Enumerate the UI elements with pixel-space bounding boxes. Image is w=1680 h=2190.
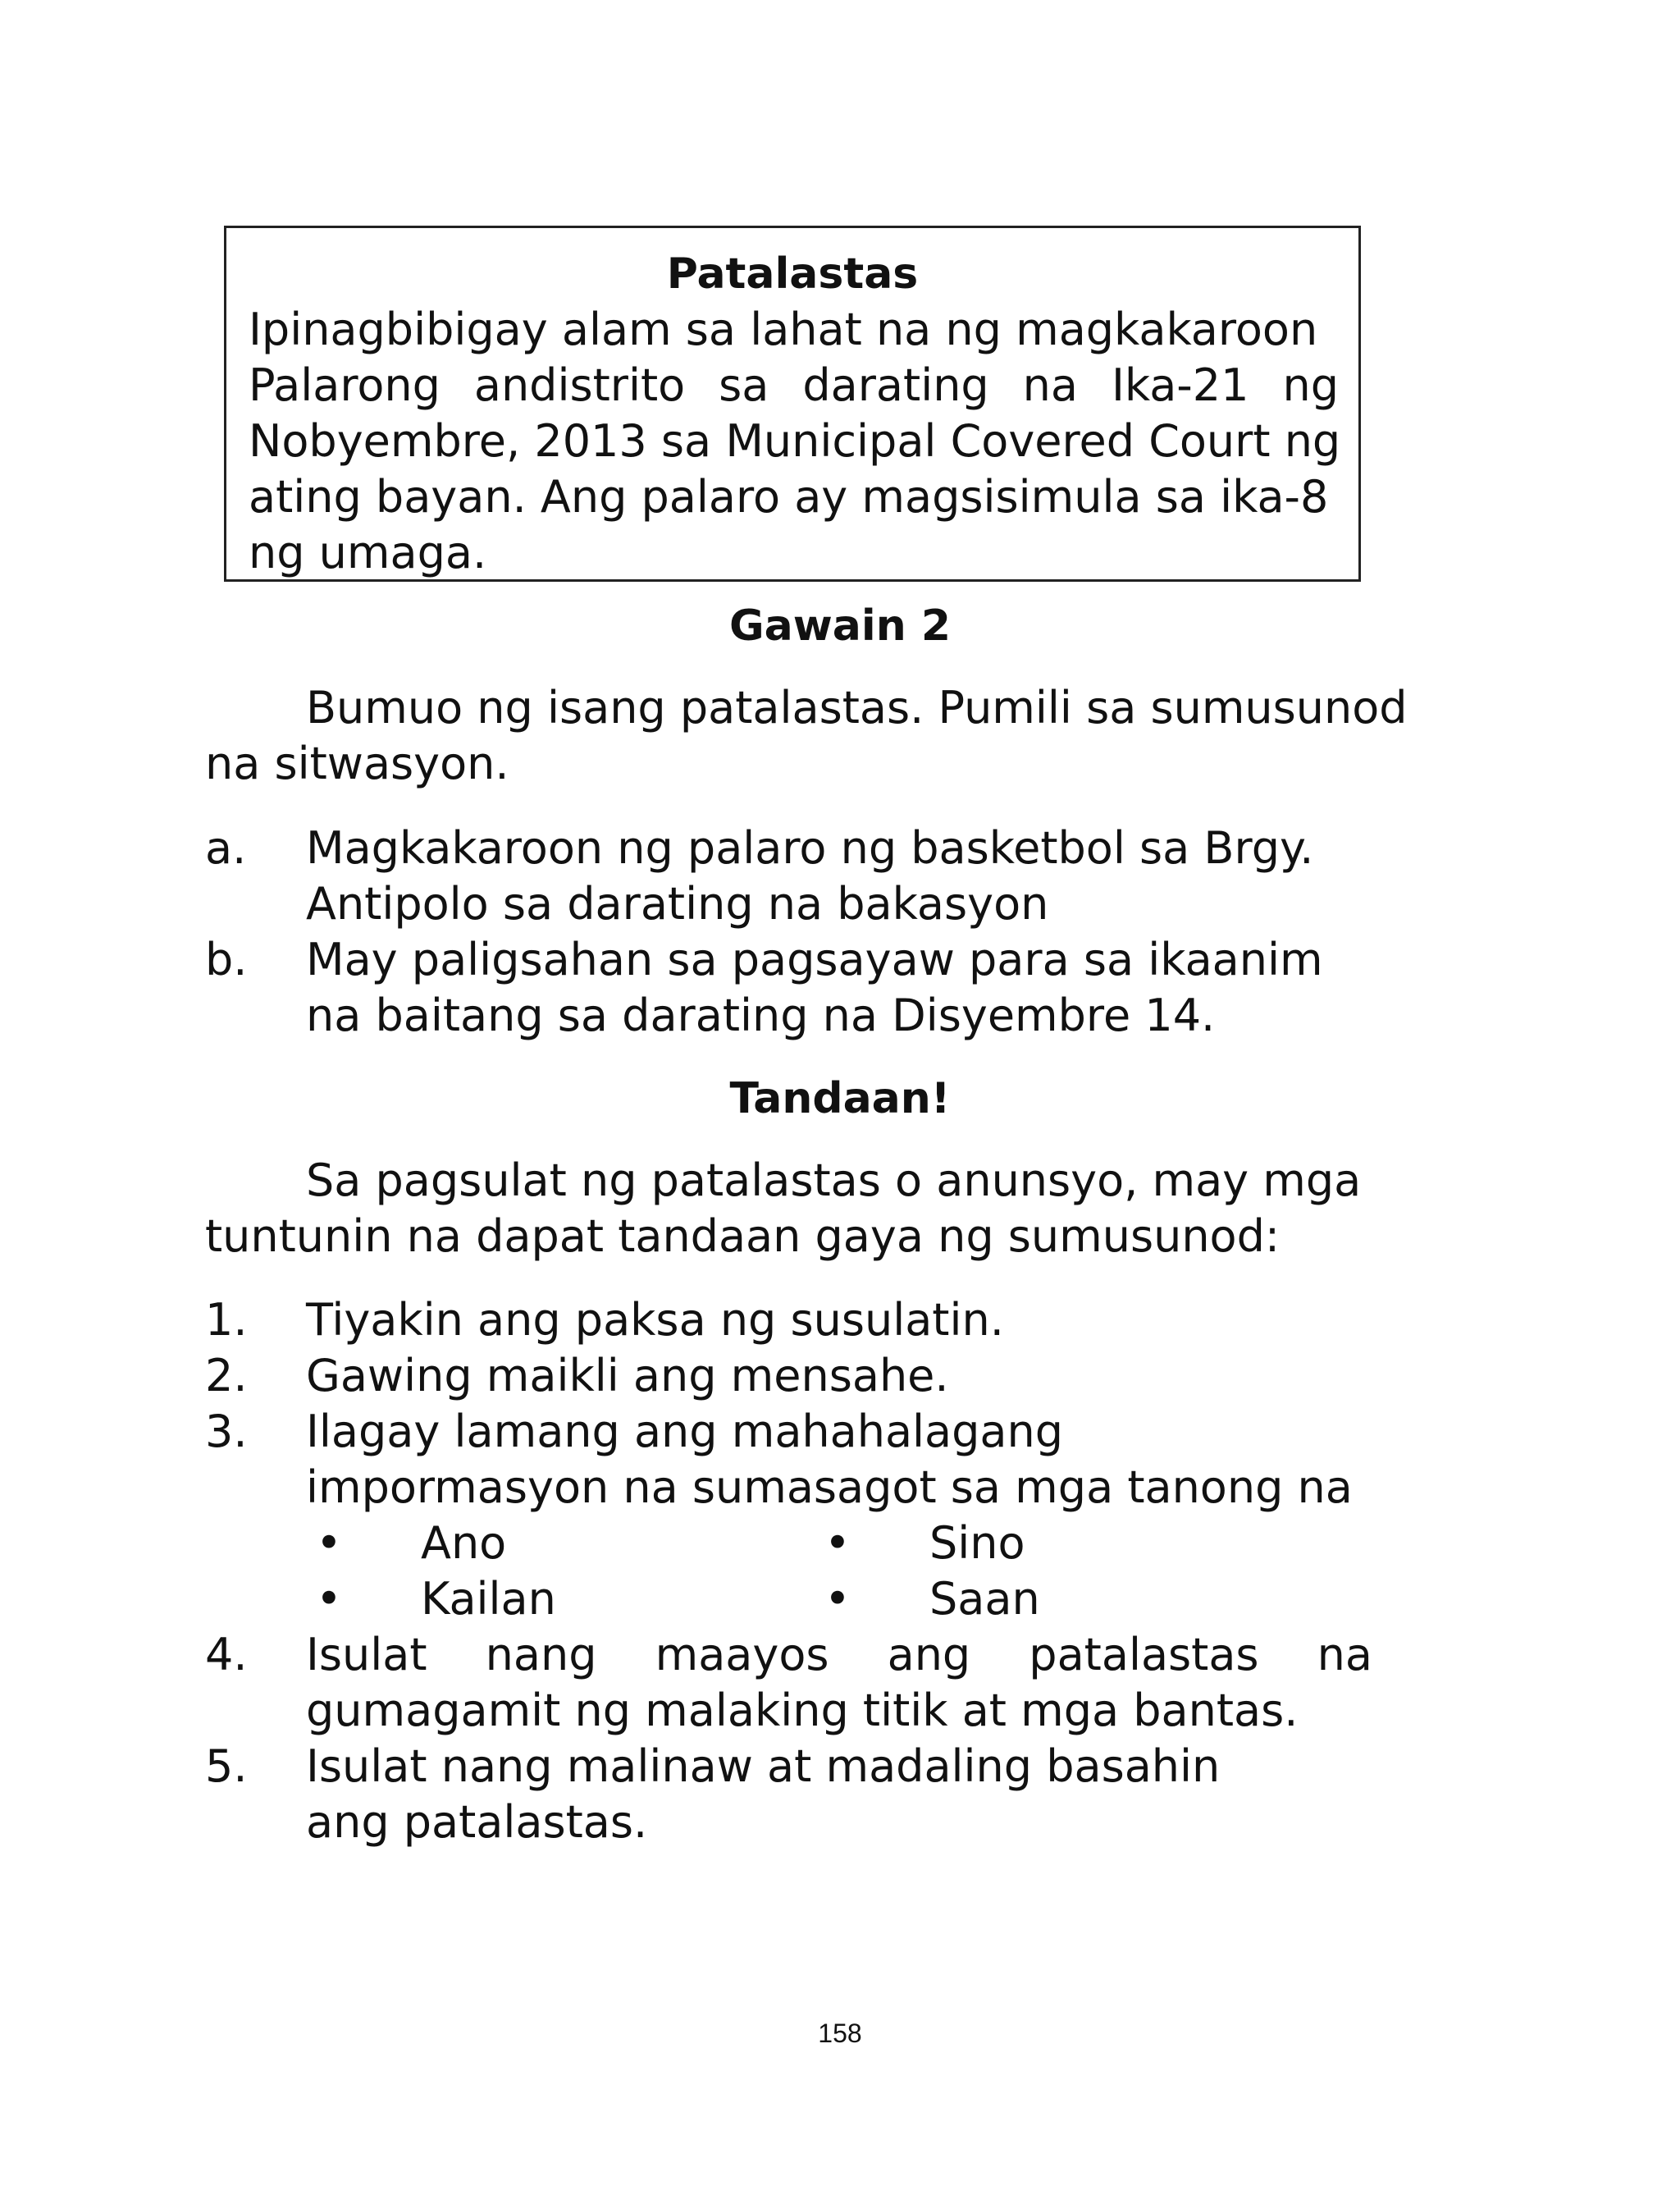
list-item-line: Ilagay lamang ang mahahalagang — [306, 1406, 1064, 1457]
list-marker: 2. — [205, 1350, 248, 1401]
list-marker: 1. — [205, 1294, 248, 1346]
list-item-line: May paligsahan sa pagsayaw para sa ikaanim — [306, 934, 1323, 985]
list-item-line: Antipolo sa darating na bakasyon — [306, 878, 1049, 930]
list-item-line: Isulat nang malinaw at madaling basahin — [306, 1740, 1221, 1792]
tandaan-intro-line: tuntunin na dapat tandaan gaya ng sumusunod: — [205, 1210, 1281, 1262]
announcement-title: Patalastas — [666, 249, 919, 299]
tandaan-heading: Tandaan! — [729, 1074, 951, 1123]
bullet-icon: • — [316, 1573, 342, 1625]
announcement-box — [224, 226, 1361, 582]
list-item-line: na baitang sa darating na Disyembre 14. — [306, 990, 1216, 1041]
announcement-line: Nobyembre, 2013 sa Municipal Covered Court ng — [249, 415, 1341, 467]
tandaan-intro-line: Sa pagsulat ng patalastas o anunsyo, may mga — [306, 1154, 1362, 1206]
list-item-line: Isulat nang maayos ang patalastas na — [306, 1629, 1372, 1680]
gawain-heading: Gawain 2 — [728, 601, 952, 651]
list-item-line: Gawing maikli ang mensahe. — [306, 1350, 949, 1401]
list-item-line: Tiyakin ang paksa ng susulatin. — [306, 1294, 1004, 1346]
gawain-intro-line: na sitwasyon. — [205, 738, 509, 789]
page-number: 158 — [818, 2019, 862, 2048]
announcement-line: ng umaga. — [249, 527, 487, 578]
list-item-line: gumagamit ng malaking titik at mga bantas. — [306, 1685, 1299, 1736]
question-word: Kailan — [421, 1573, 556, 1625]
list-marker: 4. — [205, 1629, 248, 1680]
question-word: Ano — [421, 1517, 507, 1569]
list-item-line: ang patalastas. — [306, 1796, 648, 1848]
bullet-icon: • — [316, 1517, 342, 1569]
question-word: Saan — [929, 1573, 1040, 1625]
bullet-icon: • — [824, 1573, 851, 1625]
announcement-line: Palarong andistrito sa darating na Ika-21 ng — [249, 359, 1339, 411]
announcement-line: ating bayan. Ang palaro ay magsisimula sa ika-8 — [249, 471, 1329, 523]
list-item-line: impormasyon na sumasagot sa mga tanong na — [306, 1461, 1353, 1513]
gawain-intro-line: Bumuo ng isang patalastas. Pumili sa sumusunod — [306, 682, 1408, 734]
bullet-icon: • — [824, 1517, 851, 1569]
list-marker: b. — [205, 934, 248, 985]
list-marker: a. — [205, 822, 247, 874]
list-marker: 5. — [205, 1740, 248, 1792]
list-marker: 3. — [205, 1406, 248, 1457]
announcement-line: Ipinagbibigay alam sa lahat na ng magkakaroon — [249, 304, 1318, 355]
question-word: Sino — [929, 1517, 1025, 1569]
list-item-line: Magkakaroon ng palaro ng basketbol sa Brgy. — [306, 822, 1314, 874]
